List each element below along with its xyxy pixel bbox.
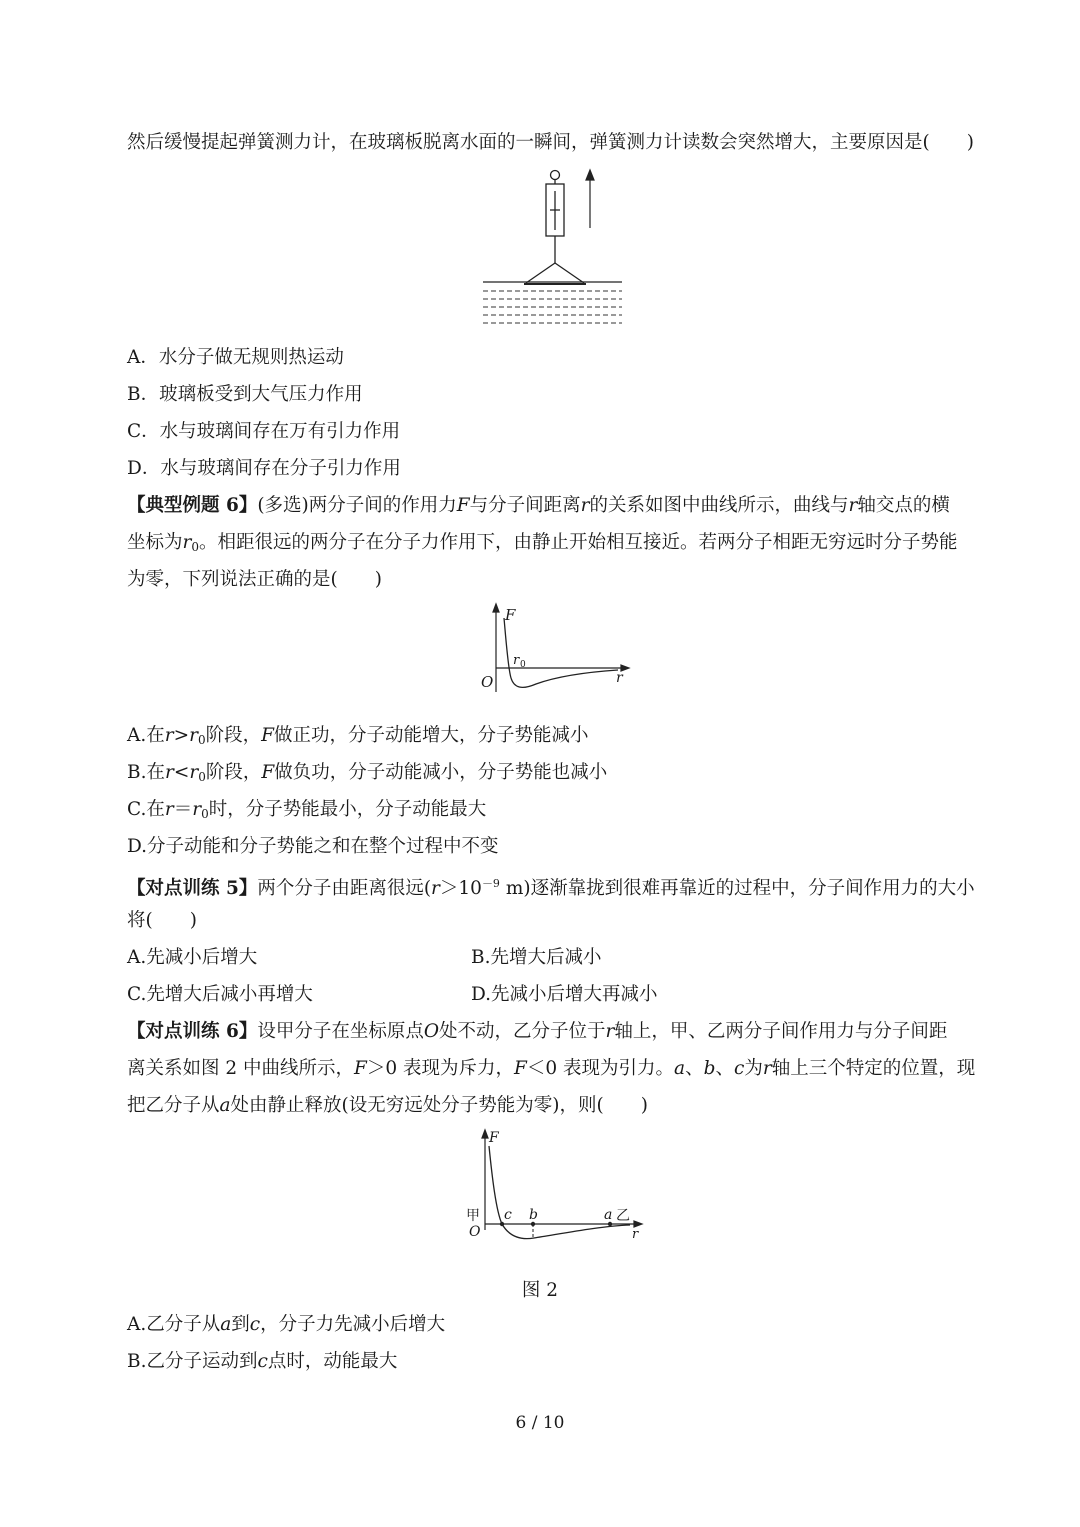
text: 与分子间距离	[469, 495, 581, 516]
var-r: r	[605, 1021, 615, 1042]
text: 到	[231, 1314, 250, 1335]
superscript: －9	[481, 877, 500, 890]
rope-left	[526, 263, 555, 283]
text: 做负功，分子动能减小，分子势能也减小	[274, 762, 608, 783]
water-dashes	[483, 291, 622, 323]
training5-option-b: B.先增大后减小	[471, 947, 602, 968]
var-F: F	[261, 725, 274, 746]
var-F: F	[261, 762, 275, 783]
var-r: r	[431, 878, 440, 899]
label-yi: 乙	[616, 1208, 630, 1224]
figure-2-graph	[460, 1126, 650, 1246]
option-c: C．水与玻璃间存在万有引力作用	[127, 421, 401, 442]
option-b: B．玻璃板受到大气压力作用	[127, 384, 363, 405]
text: <	[173, 762, 190, 783]
text: 两个分子由距离很远(	[257, 878, 432, 899]
text: 轴交点的横	[857, 495, 950, 516]
label-r: r	[616, 670, 623, 686]
var-r: r	[164, 762, 174, 783]
text: 把乙分子从	[127, 1095, 220, 1116]
text: 、	[715, 1058, 734, 1079]
current-page: 6	[515, 1413, 527, 1433]
label-r0: r	[513, 653, 520, 668]
training6-tag: 【对点训练 6】	[127, 1021, 258, 1042]
var-r0: r	[192, 799, 202, 820]
training5-option-d: D.先减小后增大再减小	[471, 984, 658, 1005]
example6-line1	[127, 494, 950, 518]
figure-2-caption: 图 2	[521, 1280, 559, 1301]
lift-arrow	[586, 170, 594, 228]
var-c: c	[733, 1058, 745, 1079]
label-F: F	[505, 606, 516, 624]
text: ＝	[173, 799, 193, 820]
var-b: b	[703, 1058, 716, 1079]
var-a: a	[674, 1058, 686, 1079]
subscript: 0	[191, 540, 199, 554]
subscript: 0	[197, 733, 206, 747]
text: 处由静止释放(设无穷远处分子势能为零)，则( )	[230, 1095, 648, 1116]
question-intro: 然后缓慢提起弹簧测力计，在玻璃板脱离水面的一瞬间，弹簧测力计读数会突然增大，主要原因是( )	[127, 132, 974, 153]
example6-option-a	[127, 724, 588, 752]
text: 阶段，	[205, 725, 262, 746]
example6-option-c	[127, 798, 486, 826]
force-distance-graph	[478, 600, 634, 700]
force-curve	[504, 618, 618, 687]
separator: /	[531, 1413, 538, 1433]
var-a: a	[219, 1095, 231, 1116]
label-r0-sub: 0	[520, 660, 526, 670]
text: 离关系如图 2 中曲线所示，	[127, 1058, 355, 1079]
label-jia: 甲	[466, 1208, 480, 1224]
example6-line2	[127, 531, 958, 559]
training5-line1	[127, 872, 975, 901]
text: 轴上，甲、乙两分子间作用力与分子间距	[614, 1021, 948, 1042]
label-r: r	[632, 1227, 639, 1242]
training6-line1	[127, 1020, 947, 1044]
text: ，分子力先减小后增大	[260, 1314, 446, 1335]
text: ＞0 表现为斥力，	[366, 1058, 515, 1079]
text: 为	[744, 1058, 763, 1079]
var-r: r	[580, 495, 590, 516]
var-r0: r	[189, 762, 199, 783]
rope-right	[555, 263, 584, 283]
total-pages: 10	[542, 1413, 565, 1433]
page-number	[0, 1413, 1080, 1433]
text: 时，分子势能最小，分子动能最大	[208, 799, 487, 820]
var-c: c	[249, 1314, 261, 1335]
var-F: F	[514, 1058, 527, 1079]
var-r: r	[848, 495, 858, 516]
option-d: D．水与玻璃间存在分子引力作用	[127, 458, 401, 479]
text: A.在	[127, 725, 165, 746]
example6-line3: 为零，下列说法正确的是( )	[127, 569, 382, 590]
example6-option-d: D.分子动能和分子势能之和在整个过程中不变	[127, 836, 499, 857]
label-a: a	[604, 1207, 613, 1223]
text: m)逐渐靠拢到很难再靠近的过程中，分子间作用力的大小	[499, 878, 975, 899]
text: (多选)两分子间的作用力	[257, 495, 457, 516]
label-F: F	[489, 1130, 499, 1146]
example6-tag: 【典型例题 6】	[127, 495, 258, 516]
label-O: O	[469, 1224, 481, 1240]
training5-option-a: A.先减小后增大	[127, 947, 258, 968]
option-a: A．水分子做无规则热运动	[127, 347, 344, 368]
var-r0: r	[182, 532, 192, 553]
var-r: r	[164, 799, 174, 820]
label-b: b	[529, 1207, 538, 1223]
subscript: 0	[198, 770, 206, 784]
text: >	[173, 725, 190, 746]
var-r: r	[762, 1058, 772, 1079]
spring-scale-figure	[480, 166, 630, 336]
var-r0: r	[189, 725, 198, 746]
text: C.在	[127, 799, 165, 820]
scale-ring	[551, 171, 560, 180]
text: 点时，动能最大	[267, 1351, 398, 1372]
var-F: F	[354, 1058, 367, 1079]
training6-line2	[127, 1057, 975, 1081]
var-F: F	[456, 495, 470, 516]
text: ＜0 表现为引力。	[526, 1058, 675, 1079]
text: B.乙分子运动到	[127, 1351, 258, 1372]
example6-option-b	[127, 761, 607, 789]
text: 设甲分子在坐标原点	[257, 1021, 424, 1042]
training6-line3	[127, 1094, 648, 1118]
text: 阶段，	[205, 762, 262, 783]
text: 处不动，乙分子位于	[439, 1021, 606, 1042]
text: B.在	[127, 762, 165, 783]
var-a: a	[220, 1314, 232, 1335]
text: 。相距很远的两分子在分子力作用下，由静止开始相互接近。若两分子相距无穷远时分子势能	[199, 532, 958, 553]
text: 的关系如图中曲线所示，曲线与	[589, 495, 849, 516]
text: 做正功，分子动能增大，分子势能减小	[273, 725, 589, 746]
training6-option-a	[127, 1313, 445, 1337]
text: 轴上三个特定的位置，现	[771, 1058, 976, 1079]
training5-line2: 将( )	[127, 910, 197, 931]
training6-option-b	[127, 1350, 397, 1374]
training5-option-c: C.先增大后减小再增大	[127, 984, 313, 1005]
training5-tag: 【对点训练 5】	[127, 878, 258, 899]
var-c: c	[257, 1351, 268, 1372]
var-r: r	[164, 725, 174, 746]
text: 、	[685, 1058, 704, 1079]
label-c: c	[504, 1207, 512, 1223]
text: 坐标为	[127, 532, 183, 553]
subscript: 0	[201, 807, 209, 821]
text: ＞10	[439, 878, 482, 899]
text: A.乙分子从	[127, 1314, 221, 1335]
label-O: O	[481, 673, 494, 691]
var-O: O	[423, 1021, 440, 1042]
